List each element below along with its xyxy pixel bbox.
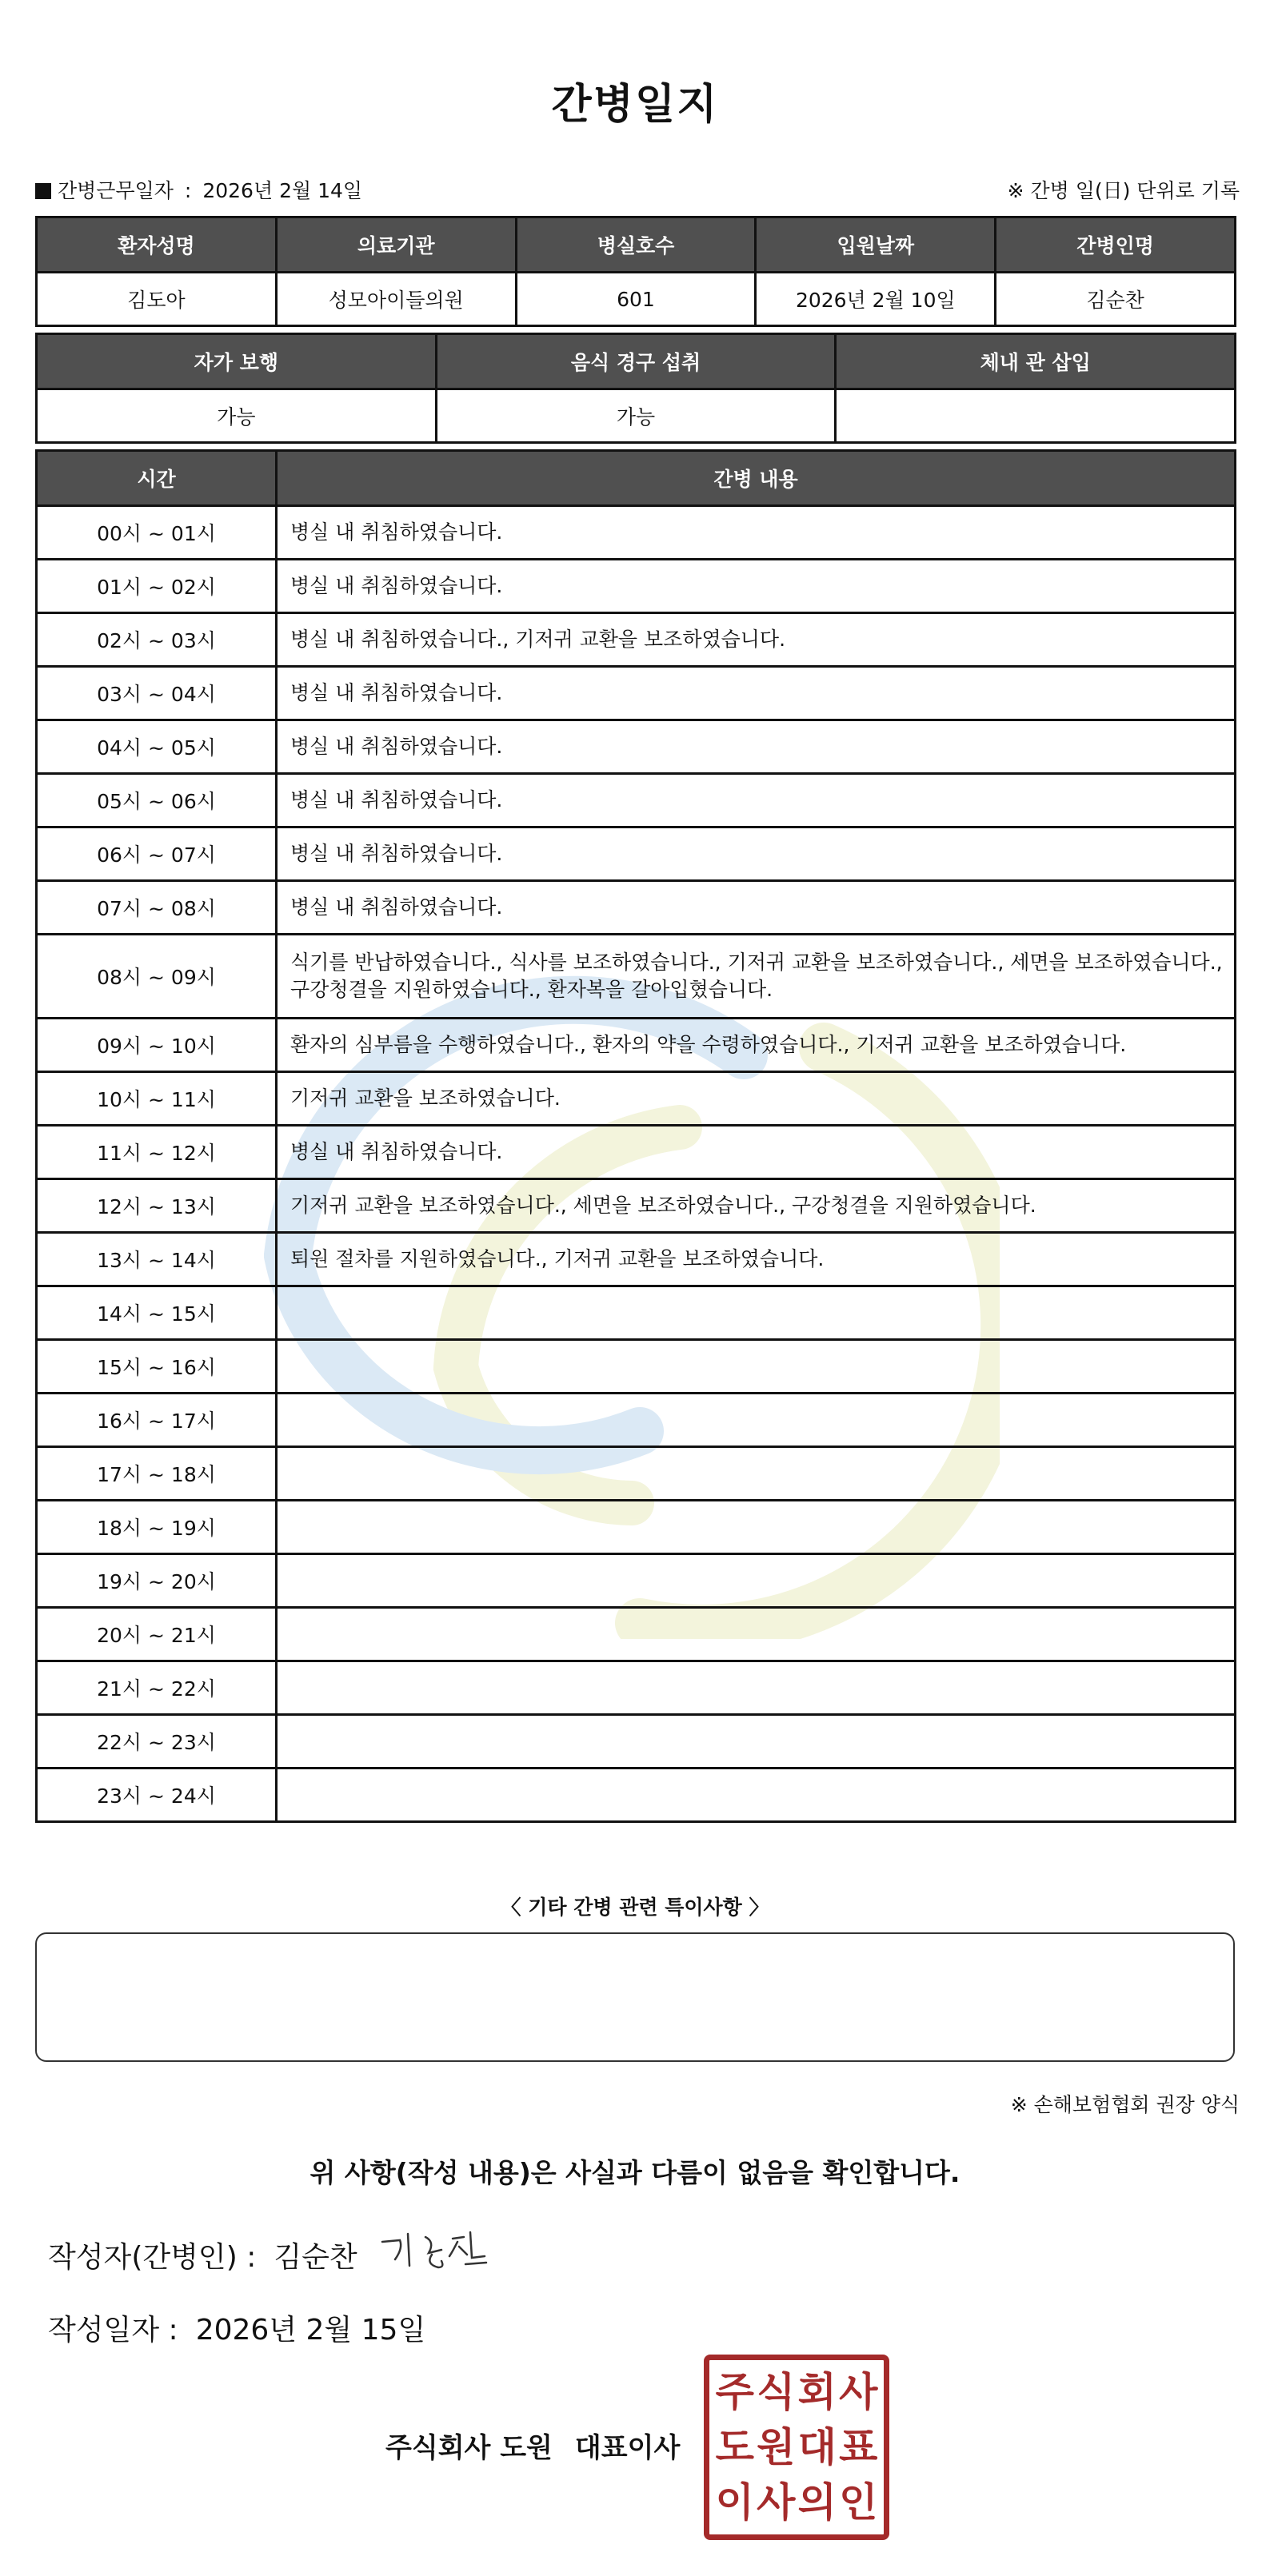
header-room-number: 병실호수 [516, 217, 756, 273]
seal-character: 원 [757, 2423, 796, 2470]
table-row [37, 1233, 1236, 1286]
etc-notes-title: 〈 기타 간병 관련 특이사항 〉 [501, 1896, 769, 1919]
care-content-cell [277, 1394, 1236, 1447]
seal-character: 사 [757, 2478, 796, 2526]
table-row [37, 827, 1236, 881]
seal-character: 이 [715, 2478, 754, 2526]
time-cell: 02시 ~ 03시 [37, 613, 277, 667]
time-cell: 11시 ~ 12시 [37, 1126, 277, 1179]
seal-character: 표 [839, 2423, 878, 2470]
table-row [37, 1072, 1236, 1126]
care-content-cell: 기저귀 교환을 보조하였습니다. [277, 1072, 1236, 1126]
etc-notes-box [35, 1932, 1235, 2062]
table-row [37, 1340, 1236, 1394]
care-content-cell [277, 1501, 1236, 1554]
writer-line [48, 2235, 357, 2275]
patient-info-table [35, 216, 1236, 327]
company-seal-stamp [704, 2355, 889, 2540]
seal-character: 대 [797, 2423, 837, 2470]
care-content-cell: 병실 내 취침하였습니다. [277, 506, 1236, 560]
care-content-cell [277, 1340, 1236, 1394]
oral-intake-value: 가능 [436, 389, 836, 443]
time-cell: 13시 ~ 14시 [37, 1233, 277, 1286]
header-oral-intake: 음식 경구 섭취 [436, 334, 836, 389]
time-cell: 21시 ~ 22시 [37, 1661, 277, 1715]
time-cell: 06시 ~ 07시 [37, 827, 277, 881]
care-content-cell [277, 1447, 1236, 1501]
header-patient-name: 환자성명 [37, 217, 277, 273]
care-content-cell: 병실 내 취침하였습니다. [277, 827, 1236, 881]
time-cell: 22시 ~ 23시 [37, 1715, 277, 1769]
time-cell: 16시 ~ 17시 [37, 1394, 277, 1447]
time-cell: 12시 ~ 13시 [37, 1179, 277, 1233]
care-content-cell: 병실 내 취침하였습니다. [277, 560, 1236, 613]
time-cell: 00시 ~ 01시 [37, 506, 277, 560]
time-cell: 17시 ~ 18시 [37, 1447, 277, 1501]
table-row [37, 1608, 1236, 1661]
care-log-table [35, 449, 1236, 1823]
care-content-cell: 병실 내 취침하였습니다. [277, 1126, 1236, 1179]
square-bullet-icon [35, 183, 51, 199]
table-row [37, 1019, 1236, 1072]
table-row [37, 1501, 1236, 1554]
table-row [37, 720, 1236, 774]
writer-label: 작성자(간병인) : [48, 2241, 257, 2274]
seal-character: 의 [797, 2478, 837, 2526]
care-content-cell [277, 1286, 1236, 1340]
admission-date: 2026년 2월 10일 [756, 273, 996, 326]
care-content-cell: 병실 내 취침하였습니다. [277, 774, 1236, 827]
care-content-cell [277, 1554, 1236, 1608]
time-cell: 08시 ~ 09시 [37, 935, 277, 1019]
duty-date-line: 간병근무일자 : 2026년 2월 14일 [35, 175, 362, 204]
tube-insertion-value [836, 389, 1236, 443]
caregiver-name: 김순찬 [996, 273, 1236, 326]
company-name: 주식회사 도원 [385, 2432, 553, 2464]
ceo-title: 대표이사 [574, 2432, 681, 2464]
self-walking-value: 가능 [37, 389, 437, 443]
table-row [37, 935, 1236, 1019]
care-content-cell: 병실 내 취침하였습니다. [277, 667, 1236, 720]
seal-character: 식 [757, 2369, 796, 2416]
header-institution: 의료기관 [276, 217, 516, 273]
seal-character: 회 [797, 2369, 837, 2416]
header-time: 시간 [37, 451, 277, 506]
table-row [37, 1286, 1236, 1340]
table-row [37, 506, 1236, 560]
written-date-line [48, 2307, 425, 2348]
institution: 성모아이들의원 [276, 273, 516, 326]
company-line [385, 2426, 680, 2465]
time-cell: 14시 ~ 15시 [37, 1286, 277, 1340]
table-row [37, 1554, 1236, 1608]
care-content-cell: 병실 내 취침하였습니다. [277, 881, 1236, 935]
table-row [37, 1769, 1236, 1822]
table-row [37, 1715, 1236, 1769]
time-cell: 04시 ~ 05시 [37, 720, 277, 774]
time-cell: 19시 ~ 20시 [37, 1554, 277, 1608]
table-row [37, 774, 1236, 827]
patient-name: 김도아 [37, 273, 277, 326]
care-content-cell [277, 1608, 1236, 1661]
written-date: 2026년 2월 15일 [195, 2314, 426, 2347]
handwritten-signature [376, 2224, 496, 2280]
unit-note: ※ 간병 일(日) 단위로 기록 [1007, 179, 1240, 202]
care-content-cell: 식기를 반납하였습니다., 식사를 보조하였습니다., 기저귀 교환을 보조하였습니다., 세면을 보조하였습니다., 구강청결을 지원하였습니다., 환자복을 갈아입혔습니다. [277, 935, 1236, 1019]
table-row [37, 881, 1236, 935]
time-cell: 23시 ~ 24시 [37, 1769, 277, 1822]
time-cell: 18시 ~ 19시 [37, 1501, 277, 1554]
room-number: 601 [516, 273, 756, 326]
time-cell: 01시 ~ 02시 [37, 560, 277, 613]
time-cell: 10시 ~ 11시 [37, 1072, 277, 1126]
table-row [37, 1394, 1236, 1447]
header-admission-date: 입원날짜 [756, 217, 996, 273]
document-title: 간병일지 [551, 81, 719, 129]
care-content-cell: 병실 내 취침하였습니다. [277, 720, 1236, 774]
seal-character: 도 [715, 2423, 754, 2470]
header-caregiver-name: 간병인명 [996, 217, 1236, 273]
writer-name: 김순찬 [274, 2241, 357, 2274]
care-content-cell: 기저귀 교환을 보조하였습니다., 세면을 보조하였습니다., 구강청결을 지원하였습니다. [277, 1179, 1236, 1233]
header-tube-insertion: 체내 관 삽입 [836, 334, 1236, 389]
care-content-cell [277, 1715, 1236, 1769]
time-cell: 20시 ~ 21시 [37, 1608, 277, 1661]
seal-character: 인 [839, 2478, 878, 2526]
table-row [37, 613, 1236, 667]
time-cell: 07시 ~ 08시 [37, 881, 277, 935]
table-row [37, 1126, 1236, 1179]
table-row [37, 1179, 1236, 1233]
care-content-cell [277, 1661, 1236, 1715]
patient-status-table [35, 333, 1236, 444]
duty-date: 2026년 2월 14일 [202, 179, 363, 202]
time-cell: 15시 ~ 16시 [37, 1340, 277, 1394]
time-cell: 09시 ~ 10시 [37, 1019, 277, 1072]
seal-character: 주 [715, 2369, 754, 2416]
duty-label: 간병근무일자 [58, 179, 174, 202]
confirmation-statement: 위 사항(작성 내용)은 사실과 다름이 없음을 확인합니다. [310, 2157, 960, 2188]
care-content-cell: 병실 내 취침하였습니다., 기저귀 교환을 보조하였습니다. [277, 613, 1236, 667]
written-date-label: 작성일자 : [48, 2314, 178, 2347]
care-content-cell: 퇴원 절차를 지원하였습니다., 기저귀 교환을 보조하였습니다. [277, 1233, 1236, 1286]
care-content-cell [277, 1769, 1236, 1822]
care-content-cell: 환자의 심부름을 수행하였습니다., 환자의 약을 수령하였습니다., 기저귀 교환을 보조하였습니다. [277, 1019, 1236, 1072]
table-row [37, 1661, 1236, 1715]
time-cell: 03시 ~ 04시 [37, 667, 277, 720]
seal-character: 사 [839, 2369, 878, 2416]
time-cell: 05시 ~ 06시 [37, 774, 277, 827]
header-care-content: 간병 내용 [277, 451, 1236, 506]
recommend-note: ※ 손해보험협회 권장 양식 [1010, 2093, 1240, 2116]
table-row [37, 667, 1236, 720]
header-self-walking: 자가 보행 [37, 334, 437, 389]
table-row [37, 560, 1236, 613]
table-row [37, 1447, 1236, 1501]
